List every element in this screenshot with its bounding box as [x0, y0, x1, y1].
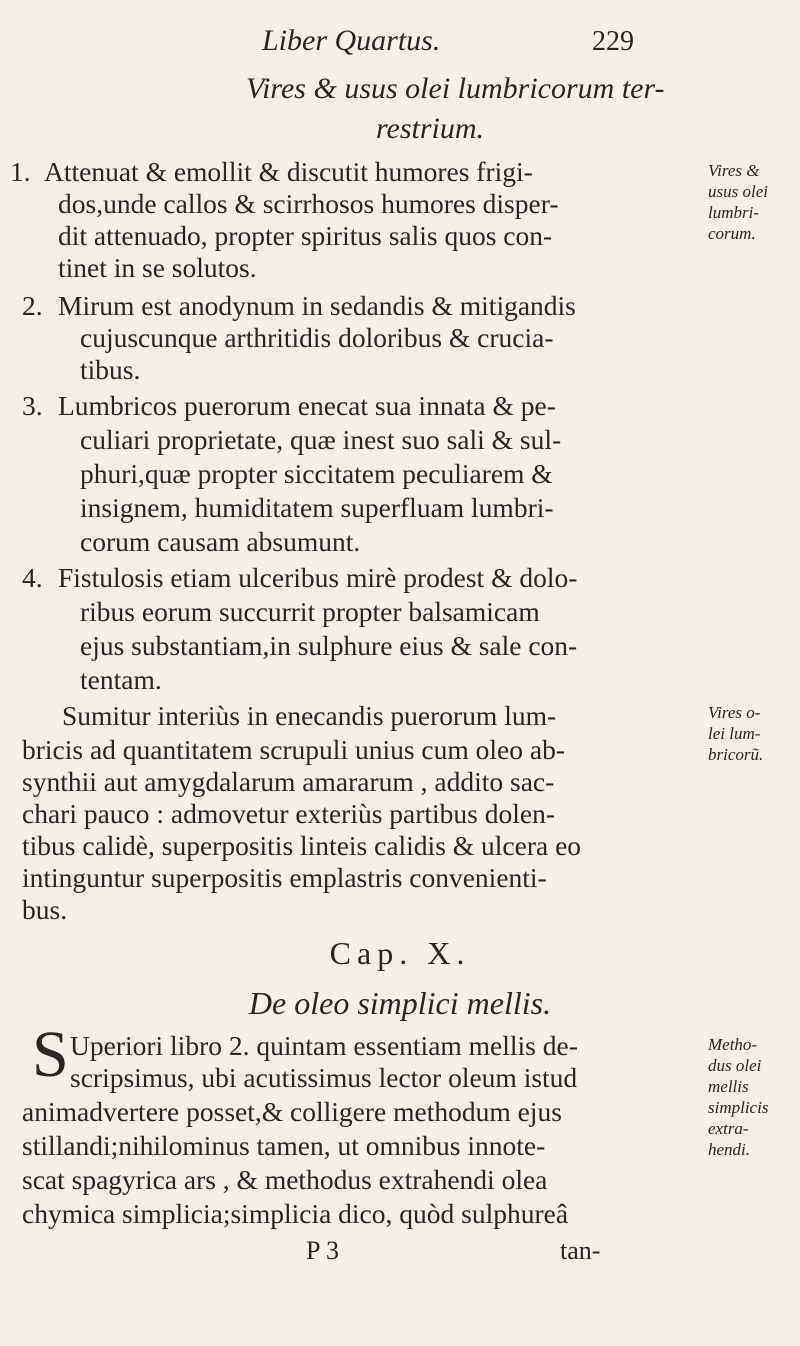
text-line: Attenuat & emollit & discutit humores frigi-: [44, 156, 533, 187]
item-number: 3.: [22, 390, 43, 421]
text-line: culiari proprietate, quæ inest suo sali & sul-: [80, 424, 562, 455]
text-line: Fistulosis etiam ulceribus mirè prodest & dolo-: [58, 562, 578, 593]
text-line: Lumbricos puerorum enecat sua innata & pe-: [58, 390, 556, 421]
text-line: tinet in se solutos.: [58, 252, 257, 283]
text-line: scat spagyrica ars , & methodus extrahendi olea: [22, 1164, 548, 1195]
text-line: chymica simplicia;simplicia dico, quòd sulphureâ: [22, 1198, 569, 1229]
section-title-line-1: Vires & usus olei lumbricorum ter-: [246, 72, 665, 105]
text-line: ribus eorum succurrit propter balsamicam: [80, 596, 540, 627]
margin-note: Vires o- lei lum- bricorũ.: [708, 703, 764, 764]
text-line: dos,unde callos & scirrhosos humores disper-: [58, 188, 559, 219]
text-line: tibus calidè, superpositis linteis calidis & ulcera eo: [22, 830, 582, 861]
text-line: Mirum est anodynum in sedandis & mitigandis: [58, 290, 576, 321]
text-line: bricis ad quantitatem scrupuli unius cum oleo ab-: [22, 734, 565, 765]
text-line: cujuscunque arthritidis doloribus & crucia-: [80, 322, 554, 353]
catchword: tan-: [560, 1236, 601, 1265]
chapter-heading: Cap. X.: [329, 935, 471, 971]
text-line: ejus substantiam,in sulphure eius & sale con-: [80, 630, 578, 661]
page-number: 229: [592, 26, 634, 57]
text-line: synthii aut amygdalarum amararum , addito sac-: [22, 766, 555, 797]
text-line: Uperiori libro 2. quintam essentiam mellis de-: [70, 1030, 578, 1061]
text-line: tibus.: [80, 354, 141, 385]
text-line: animadvertere posset,& colligere methodum ejus: [22, 1096, 562, 1127]
text-line: tentam.: [80, 664, 162, 695]
text-line: Sumitur interiùs in enecandis puerorum lum-: [62, 700, 557, 731]
chapter-subtitle: De oleo simplici mellis.: [248, 985, 552, 1021]
text-line: insignem, humiditatem superfluam lumbri-: [80, 492, 554, 523]
section-title-line-2: restrium.: [376, 112, 485, 145]
text-line: bus.: [22, 894, 68, 925]
text-line: intinguntur superpositis emplastris convenienti-: [22, 862, 547, 893]
item-number: 4.: [22, 562, 43, 593]
text-line: chari pauco : admovetur exteriùs partibus dolen-: [22, 798, 556, 829]
page-header: [0, 20, 800, 60]
text-line: stillandi;nihilominus tamen, ut omnibus innote-: [22, 1130, 546, 1161]
margin-note: Vires & usus olei lumbri- corum.: [708, 161, 768, 243]
running-title: Liber Quartus.: [262, 24, 441, 57]
text-line: dit attenuado, propter spiritus salis quos con-: [58, 220, 553, 251]
item-number: 2.: [22, 290, 43, 321]
text-line: phuri,quæ propter siccitatem peculiarem &: [80, 458, 553, 489]
text-line: corum causam absumunt.: [80, 526, 361, 557]
text-line: scripsimus, ubi acutissimus lector oleum istud: [70, 1062, 578, 1093]
item-number: 1.: [10, 156, 31, 187]
signature-mark: P 3: [306, 1236, 339, 1265]
drop-cap: S: [32, 1018, 69, 1091]
margin-note: Metho- dus olei mellis simplicis extra- hendi.: [708, 1035, 769, 1159]
